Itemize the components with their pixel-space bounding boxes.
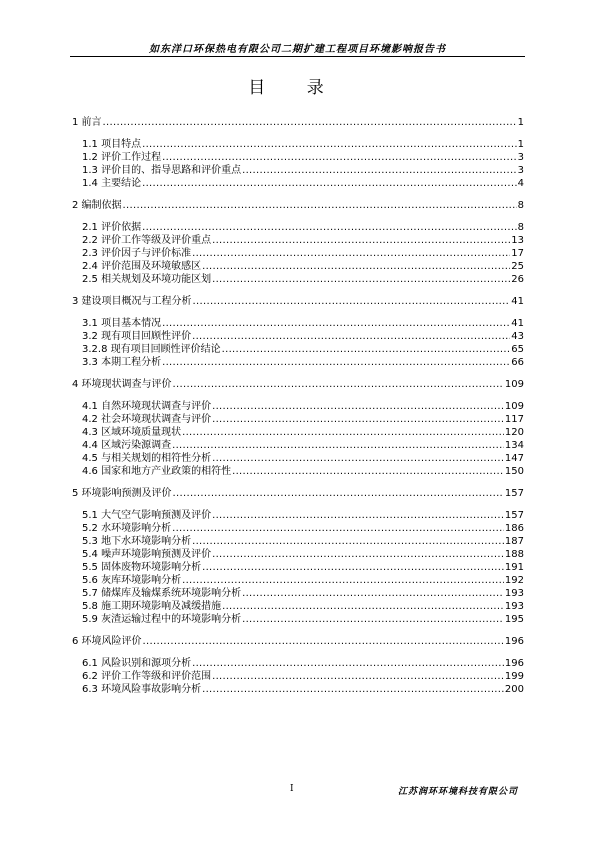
toc-entry-label: 5.7 储煤库及输煤系统环境影响分析 <box>82 588 242 599</box>
toc-section-entry[interactable] <box>72 574 524 587</box>
toc-entry-label: 4 环境现状调查与评价 <box>72 379 172 390</box>
toc-entry-page: 193 <box>504 601 524 612</box>
dot-leader <box>103 116 517 129</box>
dot-leader <box>242 164 517 177</box>
toc-section-entry[interactable] <box>72 426 524 439</box>
toc-entry-label: 3.2.8 现有项目回顾性评价结论 <box>82 344 221 355</box>
dot-leader <box>123 199 517 212</box>
dot-leader <box>212 452 504 465</box>
dot-leader <box>202 683 504 696</box>
toc-section-entry[interactable] <box>72 400 524 413</box>
dot-leader <box>162 356 510 369</box>
dot-leader <box>172 522 504 535</box>
dot-leader <box>212 548 504 561</box>
toc-entry-label: 1.3 评价目的、指导思路和评价重点 <box>82 165 242 176</box>
toc-section-entry[interactable] <box>72 177 524 190</box>
toc-entry-label: 2 编制依据 <box>72 200 122 211</box>
dot-leader <box>142 138 517 151</box>
toc-entry-label: 6.3 环境风险事故影响分析 <box>82 684 202 695</box>
dot-leader <box>212 670 504 683</box>
toc-section-entry[interactable] <box>72 465 524 478</box>
toc-entry-page: 1 <box>517 117 524 128</box>
toc-entry-label: 4.3 区域环境质量现状 <box>82 427 182 438</box>
toc-entry-page: 109 <box>504 379 524 390</box>
toc-section-entry[interactable] <box>72 509 524 522</box>
toc-entry-label: 5.1 大气空气影响预测及评价 <box>82 510 212 521</box>
toc-section-entry[interactable] <box>72 561 524 574</box>
toc-entry-page: 196 <box>504 636 524 647</box>
toc-section-entry[interactable] <box>72 356 524 369</box>
dot-leader <box>192 330 510 343</box>
toc-section-entry[interactable] <box>72 600 524 613</box>
dot-leader <box>242 587 504 600</box>
toc-entry-page: 199 <box>504 671 524 682</box>
footer-organization: 江苏润环环境科技有限公司 <box>397 787 518 797</box>
dot-leader <box>192 657 504 670</box>
toc-entry-label: 5 环境影响预测及评价 <box>72 488 172 499</box>
toc-entry-label: 2.4 评价范围及环境敏感区 <box>82 261 202 272</box>
dot-leader <box>182 574 504 587</box>
toc-entry-page: 147 <box>504 453 524 464</box>
toc-entry-label: 3.3 本期工程分析 <box>82 357 162 368</box>
dot-leader <box>172 439 504 452</box>
toc-entry-page: 3 <box>517 165 524 176</box>
toc-section-entry[interactable] <box>72 522 524 535</box>
toc-entry-page: 43 <box>511 331 524 342</box>
toc-entry-label: 5.3 地下水环境影响分析 <box>82 536 192 547</box>
toc-entry-page: 196 <box>504 658 524 669</box>
toc-entry-label: 4.2 社会环境现状调查与评价 <box>82 414 212 425</box>
dot-leader <box>212 234 510 247</box>
toc-entry-page: 193 <box>504 588 524 599</box>
toc-section-entry[interactable] <box>72 330 524 343</box>
toc-entry-label: 3.1 项目基本情况 <box>82 318 162 329</box>
dot-leader <box>192 247 510 260</box>
toc-entry-label: 2.1 评价依据 <box>82 222 142 233</box>
toc-section-entry[interactable] <box>72 317 524 330</box>
toc-section-entry[interactable] <box>72 587 524 600</box>
toc-entry-label: 1.1 项目特点 <box>82 139 142 150</box>
toc-entry-page: 17 <box>511 248 524 259</box>
toc-entry-page: 41 <box>511 296 524 307</box>
toc-section-entry[interactable] <box>72 535 524 548</box>
toc-section-entry[interactable] <box>72 439 524 452</box>
dot-leader <box>173 378 504 391</box>
dot-leader <box>242 613 504 626</box>
toc-entry-page: 66 <box>511 357 524 368</box>
toc-entry-page: 157 <box>504 510 524 521</box>
toc-entry-page: 187 <box>504 536 524 547</box>
toc-entry-label: 1.2 评价工作过程 <box>82 152 162 163</box>
toc-entry-label: 5.4 噪声环境影响预测及评价 <box>82 549 212 560</box>
toc-chapter-entry[interactable] <box>72 487 524 500</box>
toc-entry-page: 109 <box>504 401 524 412</box>
dot-leader <box>212 273 510 286</box>
toc-entry-label: 5.8 施工期环境影响及减缓措施 <box>82 601 222 612</box>
toc-entry-page: 65 <box>511 344 524 355</box>
toc-entry-label: 6.1 风险识别和源项分析 <box>82 658 192 669</box>
dot-leader <box>202 260 510 273</box>
toc-entry-label: 1 前言 <box>72 117 102 128</box>
toc-chapter-entry[interactable] <box>72 295 524 308</box>
dot-leader <box>212 413 504 426</box>
toc-section-entry[interactable] <box>72 670 524 683</box>
toc-entry-page: 1 <box>517 139 524 150</box>
toc-chapter-entry[interactable] <box>72 635 524 648</box>
toc-entry-label: 5.5 固体废物环境影响分析 <box>82 562 202 573</box>
dot-leader <box>162 151 517 164</box>
dot-leader <box>222 343 511 356</box>
dot-leader <box>212 400 504 413</box>
toc-entry-label: 3 建设项目概况与工程分析 <box>72 296 192 307</box>
toc-entry-label: 4.4 区域污染源调查 <box>82 440 172 451</box>
toc-entry-label: 2.2 评价工作等级及评价重点 <box>82 235 212 246</box>
toc-entry-page: 188 <box>504 549 524 560</box>
toc-section-entry[interactable] <box>72 683 524 696</box>
toc-entry-page: 120 <box>504 427 524 438</box>
dot-leader <box>143 635 504 648</box>
toc-entry-label: 2.5 相关规划及环境功能区划 <box>82 274 212 285</box>
toc-entry-page: 134 <box>504 440 524 451</box>
toc-section-entry[interactable] <box>72 221 524 234</box>
toc-entry-label: 3.2 现有项目回顾性评价 <box>82 331 192 342</box>
toc-section-entry[interactable] <box>72 343 524 356</box>
toc-entry-label: 5.6 灰库环境影响分析 <box>82 575 182 586</box>
toc-section-entry[interactable] <box>72 613 524 626</box>
toc-entry-page: 13 <box>511 235 524 246</box>
dot-leader <box>232 465 504 478</box>
toc-entry-label: 6.2 评价工作等级和评价范围 <box>82 671 212 682</box>
dot-leader <box>162 317 510 330</box>
toc-entry-page: 41 <box>511 318 524 329</box>
footer-page-number: I <box>290 784 294 794</box>
dot-leader <box>142 177 517 190</box>
toc-entry-label: 5.2 水环境影响分析 <box>82 523 172 534</box>
toc-entry-page: 195 <box>504 614 524 625</box>
dot-leader <box>212 509 504 522</box>
toc-entry-page: 186 <box>504 523 524 534</box>
toc-entry-page: 4 <box>517 178 524 189</box>
toc-section-entry[interactable] <box>72 413 524 426</box>
toc-section-entry[interactable] <box>72 234 524 247</box>
toc-entry-label: 1.4 主要结论 <box>82 178 142 189</box>
toc-entry-label: 6 环境风险评价 <box>72 636 142 647</box>
dot-leader <box>192 535 504 548</box>
toc-section-entry[interactable] <box>72 452 524 465</box>
toc-section-entry[interactable] <box>72 151 524 164</box>
dot-leader <box>173 487 504 500</box>
toc-chapter-entry[interactable] <box>72 116 524 129</box>
dot-leader <box>193 295 511 308</box>
toc-entry-page: 3 <box>517 152 524 163</box>
toc-chapter-entry[interactable] <box>72 199 524 212</box>
document-header: 如东洋口环保热电有限公司二期扩建工程项目环境影响报告书 <box>149 44 446 55</box>
toc-entry-page: 25 <box>511 261 524 272</box>
toc-entry-page: 117 <box>504 414 524 425</box>
toc-section-entry[interactable] <box>72 164 524 177</box>
toc-section-entry[interactable] <box>72 273 524 286</box>
dot-leader <box>202 561 504 574</box>
page-title: 目 录 <box>248 78 342 98</box>
toc-entry-page: 192 <box>504 575 524 586</box>
toc-entry-page: 8 <box>517 200 524 211</box>
toc-entry-label: 4.5 与相关规划的相符性分析 <box>82 453 212 464</box>
toc-section-entry[interactable] <box>72 138 524 151</box>
toc-entry-page: 157 <box>504 488 524 499</box>
toc-entry-page: 150 <box>504 466 524 477</box>
toc-entry-label: 4.1 自然环境现状调查与评价 <box>82 401 212 412</box>
toc-section-entry[interactable] <box>72 548 524 561</box>
toc-section-entry[interactable] <box>72 247 524 260</box>
toc-entry-label: 2.3 评价因子与评价标准 <box>82 248 192 259</box>
toc-entry-page: 8 <box>517 222 524 233</box>
dot-leader <box>182 426 504 439</box>
toc-section-entry[interactable] <box>72 657 524 670</box>
toc-entry-page: 26 <box>511 274 524 285</box>
dot-leader <box>142 221 517 234</box>
table-of-contents <box>72 116 524 696</box>
toc-entry-label: 5.9 灰渣运输过程中的环境影响分析 <box>82 614 242 625</box>
toc-entry-label: 4.6 国家和地方产业政策的相符性 <box>82 466 232 477</box>
toc-chapter-entry[interactable] <box>72 378 524 391</box>
dot-leader <box>222 600 504 613</box>
toc-section-entry[interactable] <box>72 260 524 273</box>
toc-entry-page: 200 <box>504 684 524 695</box>
header-rule <box>70 56 525 57</box>
toc-entry-page: 191 <box>504 562 524 573</box>
